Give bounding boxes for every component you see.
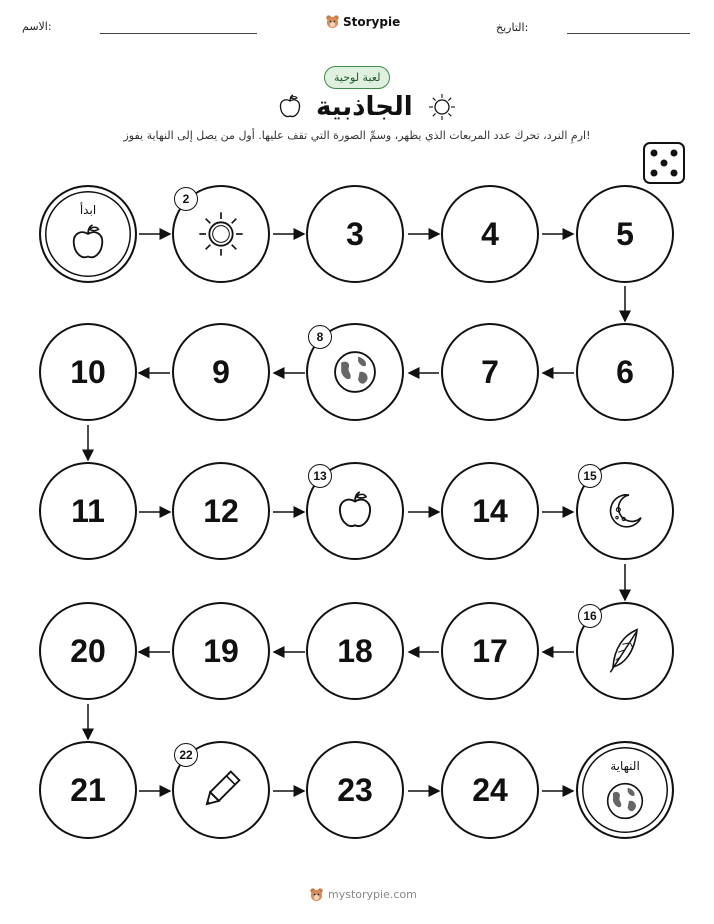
board-cell-20[interactable] bbox=[39, 602, 137, 700]
board-cell-12[interactable] bbox=[172, 462, 270, 560]
board-cell-7[interactable] bbox=[441, 323, 539, 421]
cell-number-badge: 15 bbox=[578, 464, 602, 488]
board-cell-4[interactable] bbox=[441, 185, 539, 283]
board-cell-18[interactable] bbox=[306, 602, 404, 700]
cell-number: 17 bbox=[472, 632, 508, 669]
board-cell-24[interactable] bbox=[441, 741, 539, 839]
board-cell-14[interactable] bbox=[441, 462, 539, 560]
footer bbox=[309, 887, 417, 902]
cell-number: 18 bbox=[337, 632, 373, 669]
board-cell-23[interactable] bbox=[306, 741, 404, 839]
moon-icon bbox=[605, 491, 645, 531]
cell-number: 20 bbox=[70, 632, 106, 669]
cell-number-badge: 2 bbox=[174, 187, 198, 211]
cell-number-badge: 8 bbox=[308, 325, 332, 349]
board-cell-11[interactable] bbox=[39, 462, 137, 560]
pencil-icon bbox=[198, 767, 244, 813]
earth-icon bbox=[605, 781, 645, 821]
cell-number-badge: 22 bbox=[174, 743, 198, 767]
cell-number: 10 bbox=[70, 353, 106, 390]
cell-number: 9 bbox=[212, 353, 230, 390]
cell-number: 14 bbox=[472, 492, 508, 529]
board-cell-10[interactable] bbox=[39, 323, 137, 421]
bear-logo-icon bbox=[309, 887, 324, 902]
apple-icon bbox=[70, 223, 106, 263]
cell-number: 19 bbox=[203, 632, 239, 669]
page-title: الجاذبية bbox=[316, 92, 413, 122]
footer-url[interactable]: mystorypie.com bbox=[328, 888, 417, 901]
cell-number-badge: 16 bbox=[578, 604, 602, 628]
cell-number: 11 bbox=[71, 492, 105, 529]
board-cell-16[interactable] bbox=[576, 602, 674, 700]
brand-name: Storypie bbox=[343, 14, 401, 29]
board-cell-19[interactable] bbox=[172, 602, 270, 700]
name-label: الاسم: bbox=[22, 20, 52, 33]
apple-icon bbox=[336, 490, 374, 532]
board-cell-6[interactable] bbox=[576, 323, 674, 421]
cell-number: 4 bbox=[481, 215, 499, 252]
cell-number: 12 bbox=[203, 492, 239, 529]
board-cell-2[interactable] bbox=[172, 185, 270, 283]
cell-number: 23 bbox=[337, 771, 373, 808]
cell-number: 7 bbox=[481, 353, 499, 390]
cell-number: 3 bbox=[346, 215, 364, 252]
sun-icon bbox=[196, 209, 246, 259]
game-type-badge: لعبة لوحية bbox=[324, 66, 390, 89]
board-cell-5[interactable] bbox=[576, 185, 674, 283]
cell-number-badge: 13 bbox=[308, 464, 332, 488]
instructions: ارمِ النرد، تحرك عدد المربعات الذي يظهر، وسمِّ الصورة التي تقف عليها. أول من يصل إلى النهاية يفوز! bbox=[123, 129, 591, 142]
board-cell-13[interactable] bbox=[306, 462, 404, 560]
finish-label: النهاية bbox=[610, 759, 640, 773]
board-cell-9[interactable] bbox=[172, 323, 270, 421]
cell-number: 21 bbox=[70, 771, 106, 808]
cell-number: 5 bbox=[616, 215, 634, 252]
board-cell-15[interactable] bbox=[576, 462, 674, 560]
cell-number: 6 bbox=[616, 353, 634, 390]
earth-icon bbox=[332, 349, 378, 395]
feather-icon bbox=[605, 627, 645, 675]
start-label: ابدأ bbox=[79, 203, 97, 217]
board-cell-3[interactable] bbox=[306, 185, 404, 283]
board-cell-17[interactable] bbox=[441, 602, 539, 700]
cell-number: 24 bbox=[472, 771, 508, 808]
board-cell-21[interactable] bbox=[39, 741, 137, 839]
start-cell[interactable] bbox=[39, 185, 137, 283]
board-cell-8[interactable] bbox=[306, 323, 404, 421]
date-label: التاريخ: bbox=[496, 21, 529, 34]
board-cell-22[interactable] bbox=[172, 741, 270, 839]
finish-cell[interactable] bbox=[576, 741, 674, 839]
